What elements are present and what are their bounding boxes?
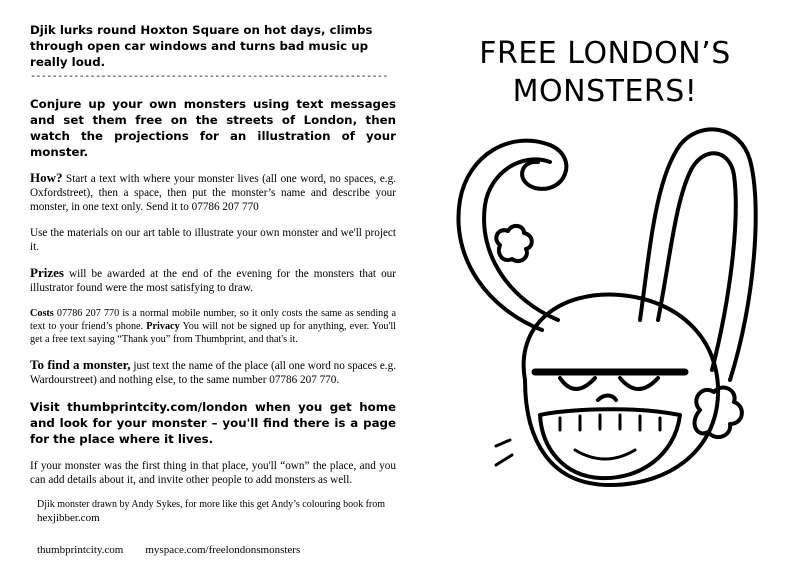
myspace-link[interactable]: myspace.com/freelondonsmonsters bbox=[145, 544, 301, 556]
page-title bbox=[455, 35, 755, 111]
monster-illustration bbox=[430, 110, 790, 510]
costs-paragraph bbox=[30, 307, 396, 346]
prizes-label: Prizes bbox=[30, 265, 64, 280]
materials-paragraph: Use the materials on our art table to illustrate your own monster and we'll project it. bbox=[30, 227, 396, 253]
thumbprintcity-link[interactable]: thumbprintcity.com bbox=[37, 544, 124, 556]
hexjibber-link[interactable]: hexjibber.com bbox=[37, 512, 100, 524]
visit-paragraph: Visit thumbprintcity.com/london when you get home and look for your monster – you'll find there is a page for the place where it lives. bbox=[30, 400, 396, 446]
find-text: just text the name of the place (all one word no spaces e.g. Wardourstreet) and nothing else, to the same number 07786 207 770. bbox=[30, 360, 396, 386]
left-column bbox=[30, 22, 396, 557]
intro-line: Djik lurks round Hoxton Square on hot days, climbs through open car windows and turns bad music up really loud. bbox=[30, 23, 373, 69]
find-paragraph bbox=[30, 358, 396, 387]
title-line-2: MONSTERS! bbox=[512, 74, 698, 109]
find-label: To find a monster, bbox=[30, 357, 131, 372]
title-line-1: FREE LONDON’S bbox=[479, 36, 731, 71]
prizes-paragraph bbox=[30, 266, 396, 295]
dashed-divider: ------------------------------------------------------------------ bbox=[30, 71, 388, 82]
costs-text: 07786 207 770 is a normal mobile number, so it only costs the same as sending a text to your friend’s phone. bbox=[30, 308, 397, 332]
illustrator-credit: Djik monster drawn by Andy Sykes, for more like this get Andy’s colouring book from bbox=[37, 499, 386, 510]
privacy-text: You will not be signed up for anything, ever. You'll get a free text saying “Thank you” from Thumbprint, and that's it. bbox=[30, 321, 397, 345]
how-label: How? bbox=[30, 170, 63, 185]
footer-links bbox=[37, 543, 396, 557]
prizes-text: will be awarded at the end of the evening for the monsters that our illustrator found were the most satisfying to draw. bbox=[30, 268, 397, 294]
how-paragraph bbox=[30, 171, 396, 214]
privacy-label: Privacy bbox=[146, 321, 180, 332]
conjure-paragraph: Conjure up your own monsters using text messages and set them free on the streets of London, then watch the projections for an illustration of your monster. bbox=[30, 97, 396, 159]
costs-label: Costs bbox=[30, 308, 54, 319]
own-paragraph: If your monster was the first thing in that place, you'll “own” the place, and you can add details about it, and invite other people to add monsters as well. bbox=[30, 460, 396, 486]
how-text: Start a text with where your monster lives (all one word, no spaces, e.g. Oxfordstreet), then a space, then put the monster’s name and describe your monster, in one text only. Send it to 07786 207 770 bbox=[30, 173, 396, 213]
